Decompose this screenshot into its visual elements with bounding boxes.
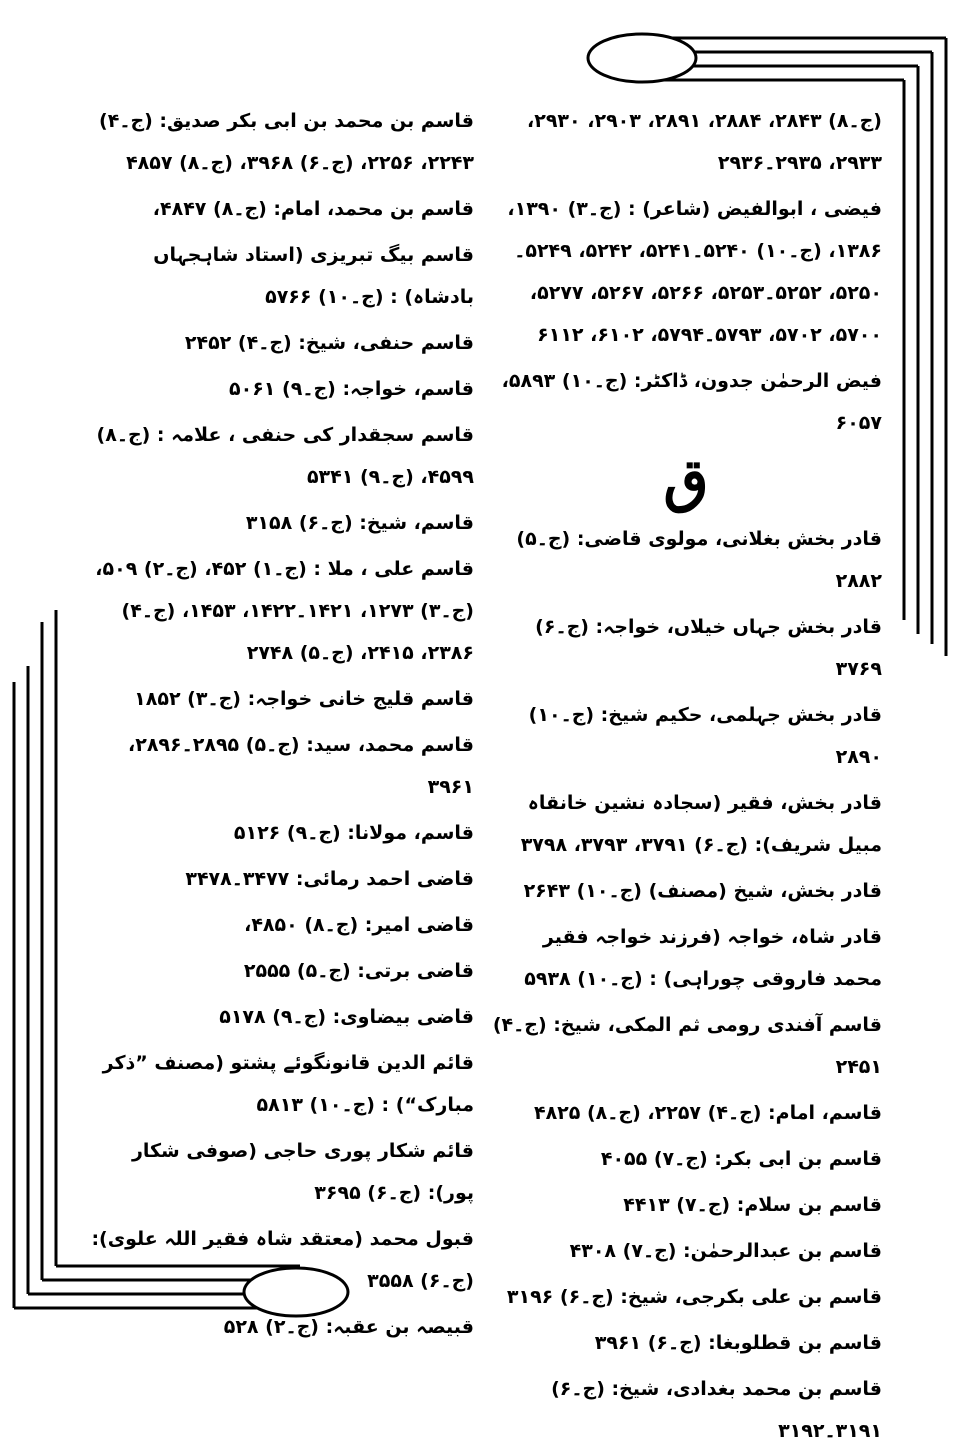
index-entry: قاسم، خواجہ: (ج۔۹) ۵۰۶۱ [229,378,474,400]
index-entry: قاسم بن محمد، امام: (ج۔۸) ۴۸۴۷، [152,198,474,220]
index-entry: قادر شاہ، خواجہ (فرزند خواجہ فقیر محمد فاروقی چوراہی) : (ج۔۱۰) ۵۹۳۸ [524,926,882,990]
index-entry: قاسم محمد، سید: (ج۔۵) ۲۸۹۵۔۲۸۹۶، ۳۹۶۱ [128,734,474,798]
index-entry: قاضی امیر: (ج۔۸) ۴۸۵۰، [244,914,474,936]
index-entry: قاسم، مولانا: (ج۔۹) ۵۱۲۶ [233,822,474,844]
index-entry: قاسم بن ابی بکر: (ج۔۷) ۴۰۵۵ [600,1148,882,1170]
index-entry: (ج۔۸) ۲۸۴۳، ۲۸۸۴، ۲۸۹۱، ۲۹۰۳، ۲۹۳۰، ۲۹۳۳، ۲۹۳۵۔۲۹۳۶ [527,110,882,174]
left-column [82,100,474,1352]
index-entry: قاسم بن محمد بغدادی، شیخ: (ج۔۶) ۳۱۹۱۔۳۱۹۲ [551,1378,882,1442]
index-entry: قاضی بیضاوی: (ج۔۹) ۵۱۷۸ [219,1006,474,1028]
index-entry: قبول محمد (معتقد شاہ فقیر اللہ علوی): (ج۔۶) ۳۵۵۸ [91,1228,474,1292]
index-entry: قادر بخش جہلمی، حکیم شیخ: (ج۔۱۰) ۲۸۹۰ [528,704,882,768]
index-entry: فیض الرحمٰن جدون، ڈاکٹر: (ج۔۱۰) ۵۸۹۳، ۶۰۵۷ [501,370,882,434]
index-entry: قاسم، شیخ: (ج۔۶) ۳۱۵۸ [245,512,474,534]
index-entry: قاسم، امام: (ج۔۴) ۲۲۵۷، (ج۔۸) ۴۸۲۵ [533,1102,882,1124]
section-letter-heading: ق [663,446,709,514]
index-entry: قائم الدین قانونگوئے پشتو (مصنف ”ذکر مبارک“) : (ج۔۱۰) ۵۸۱۳ [102,1052,474,1116]
index-entry: قاسم بیگ تبریزی (استاد شاہجہاں بادشاہ) : (ج۔۱۰) ۵۷۶۶ [153,244,474,308]
index-entry: قاضی برتی: (ج۔۵) ۲۵۵۵ [243,960,474,982]
index-entry: فیضی ، ابوالفیض (شاعر) : (ج۔۳) ۱۳۹۰، ۱۳۸۶، (ج۔۱۰) ۵۲۴۰۔۵۲۴۱، ۵۲۴۲، ۵۲۴۹۔۵۲۵۰، ۵۲۵۲۔۵۲۵۳، ۵۲۶۶، ۵۲۶۷، ۵۲۷۷، ۵۷۰۰، ۵۷۰۲، ۵۷۹۳۔۵۷۹۴، ۶۱۰۲، ۶۱۱۲ [507,198,882,346]
index-entry: قاسم بن عبدالرحمٰن: (ج۔۷) ۴۳۰۸ [569,1240,882,1262]
right-column [490,100,882,1456]
index-entry: قبیصہ بن عقبہ: (ج۔۲) ۵۲۸ [223,1316,474,1338]
index-entry: قادر بخش جہاں خیلاں، خواجہ: (ج۔۶) ۳۷۶۹ [535,616,882,680]
index-entry: قادر بخش بغلانی، مولوی قاضی: (ج۔۵) ۲۸۸۲ [516,528,882,592]
index-entry: قاسم آفندی رومی ثم المکی، شیخ: (ج۔۴) ۲۴۵۱ [492,1014,882,1078]
index-entry: قاسم علی ، ملا : (ج۔۱) ۴۵۲، (ج۔۲) ۵۰۹، (ج۔۳) ۱۲۷۳، ۱۴۲۱۔۱۴۲۲، ۱۴۵۳، (ج۔۴) ۲۳۸۶، ۲۴۱۵، (ج۔۵) ۲۷۴۸ [95,558,474,664]
index-entry: قادر بخش، فقیر (سجادہ نشین خانقاہ مبیل شریف): (ج۔۶) ۳۷۹۱، ۳۷۹۳، ۳۷۹۸ [520,792,882,856]
index-entry: قاسم بن علی بکرجی، شیخ: (ج۔۶) ۳۱۹۶ [506,1286,882,1308]
index-entry: قاسم بن محمد بن ابی بکر صدیق: (ج۔۴) ۲۲۴۳، ۲۲۵۶، (ج۔۶) ۳۹۶۸، (ج۔۸) ۴۸۵۷ [99,110,474,174]
index-entry: قاسم بن سلام: (ج۔۷) ۴۴۱۳ [623,1194,882,1216]
index-entry: قاسم بن قطلوبغا: (ج۔۶) ۳۹۶۱ [594,1332,882,1354]
index-entry: قائم شکار پوری حاجی (صوفی شکار پور): (ج۔۶) ۳۶۹۵ [131,1140,474,1204]
top-oval-ornament [588,34,696,82]
index-entry: قاسم حنفی، شیخ: (ج۔۴) ۲۴۵۲ [184,332,474,354]
index-entry: قاسم قلیج خانی خواجہ: (ج۔۳) ۱۸۵۲ [134,688,474,710]
index-entry: قاسم سجقدار کی حنفی ، علامہ : (ج۔۸) ۴۵۹۹، (ج۔۹) ۵۳۴۱ [96,424,474,488]
index-entry: قادر بخش، شیخ (مصنف) (ج۔۱۰) ۲۶۴۳ [523,880,882,902]
index-entry: قاضی احمد رمائی: ۳۴۷۷۔۳۴۷۸ [185,868,474,890]
